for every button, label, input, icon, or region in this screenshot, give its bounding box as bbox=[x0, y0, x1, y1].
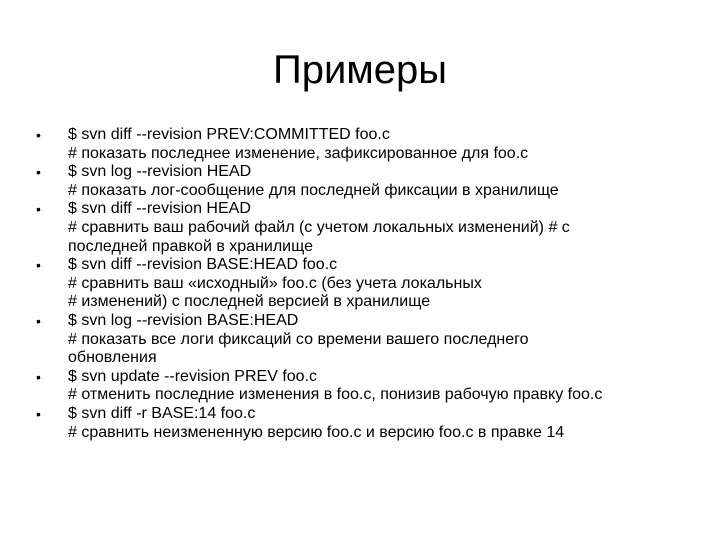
comment-line: # сравнить ваш «исходный» foo.c (без учета локальных bbox=[68, 274, 482, 292]
bullet-icon: • bbox=[36, 164, 41, 181]
command-line: $ svn log --revision HEAD bbox=[68, 163, 252, 181]
command-line: $ svn diff --revision BASE:HEAD foo.c bbox=[68, 256, 338, 274]
command-line: $ svn diff --revision PREV:COMMITTED foo.c bbox=[68, 126, 390, 143]
comment-line: # показать все логи фиксаций со времени вашего последнего bbox=[68, 330, 529, 348]
bullet-icon: • bbox=[36, 127, 41, 143]
comment-line: обновления bbox=[68, 349, 157, 367]
comment-line: последней правкой в хранилище bbox=[68, 237, 313, 255]
bullet-item bbox=[36, 405, 706, 442]
comment-line: # изменений) с последней версией в хранилище bbox=[68, 293, 431, 311]
bullet-item bbox=[36, 312, 706, 368]
bullet-icon: • bbox=[36, 405, 41, 422]
bullet-item bbox=[36, 126, 706, 163]
comment-line: # сравнить ваш рабочий файл (с учетом локальных изменений) # с bbox=[68, 218, 570, 236]
bullet-icon: • bbox=[36, 368, 41, 385]
bullet-item bbox=[36, 163, 706, 200]
command-line: $ svn diff -r BASE:14 foo.c bbox=[68, 404, 256, 422]
command-line: $ svn diff --revision HEAD bbox=[68, 200, 251, 218]
comment-line: # показать последнее изменение, зафиксированное для foo.c bbox=[68, 144, 529, 162]
bullet-item bbox=[36, 200, 706, 256]
slide-title: Примеры bbox=[272, 48, 448, 92]
comment-line: # отменить последние изменения в foo.c, понизив рабочую правку foo.c bbox=[68, 386, 603, 404]
comment-line: # показать лог-сообщение для последней фиксации в хранилище bbox=[68, 181, 559, 199]
bullet-icon: • bbox=[36, 257, 41, 274]
command-line: $ svn log --revision BASE:HEAD bbox=[68, 311, 299, 329]
bullet-icon: • bbox=[36, 201, 41, 218]
bullet-item bbox=[36, 368, 706, 405]
comment-line: # сравнить неизмененную версию foo.c и версию foo.c в правке 14 bbox=[68, 423, 565, 441]
command-line: $ svn update --revision PREV foo.c bbox=[68, 367, 318, 385]
bullet-list bbox=[36, 126, 706, 442]
bullet-icon: • bbox=[36, 312, 41, 329]
bullet-item bbox=[36, 256, 706, 312]
